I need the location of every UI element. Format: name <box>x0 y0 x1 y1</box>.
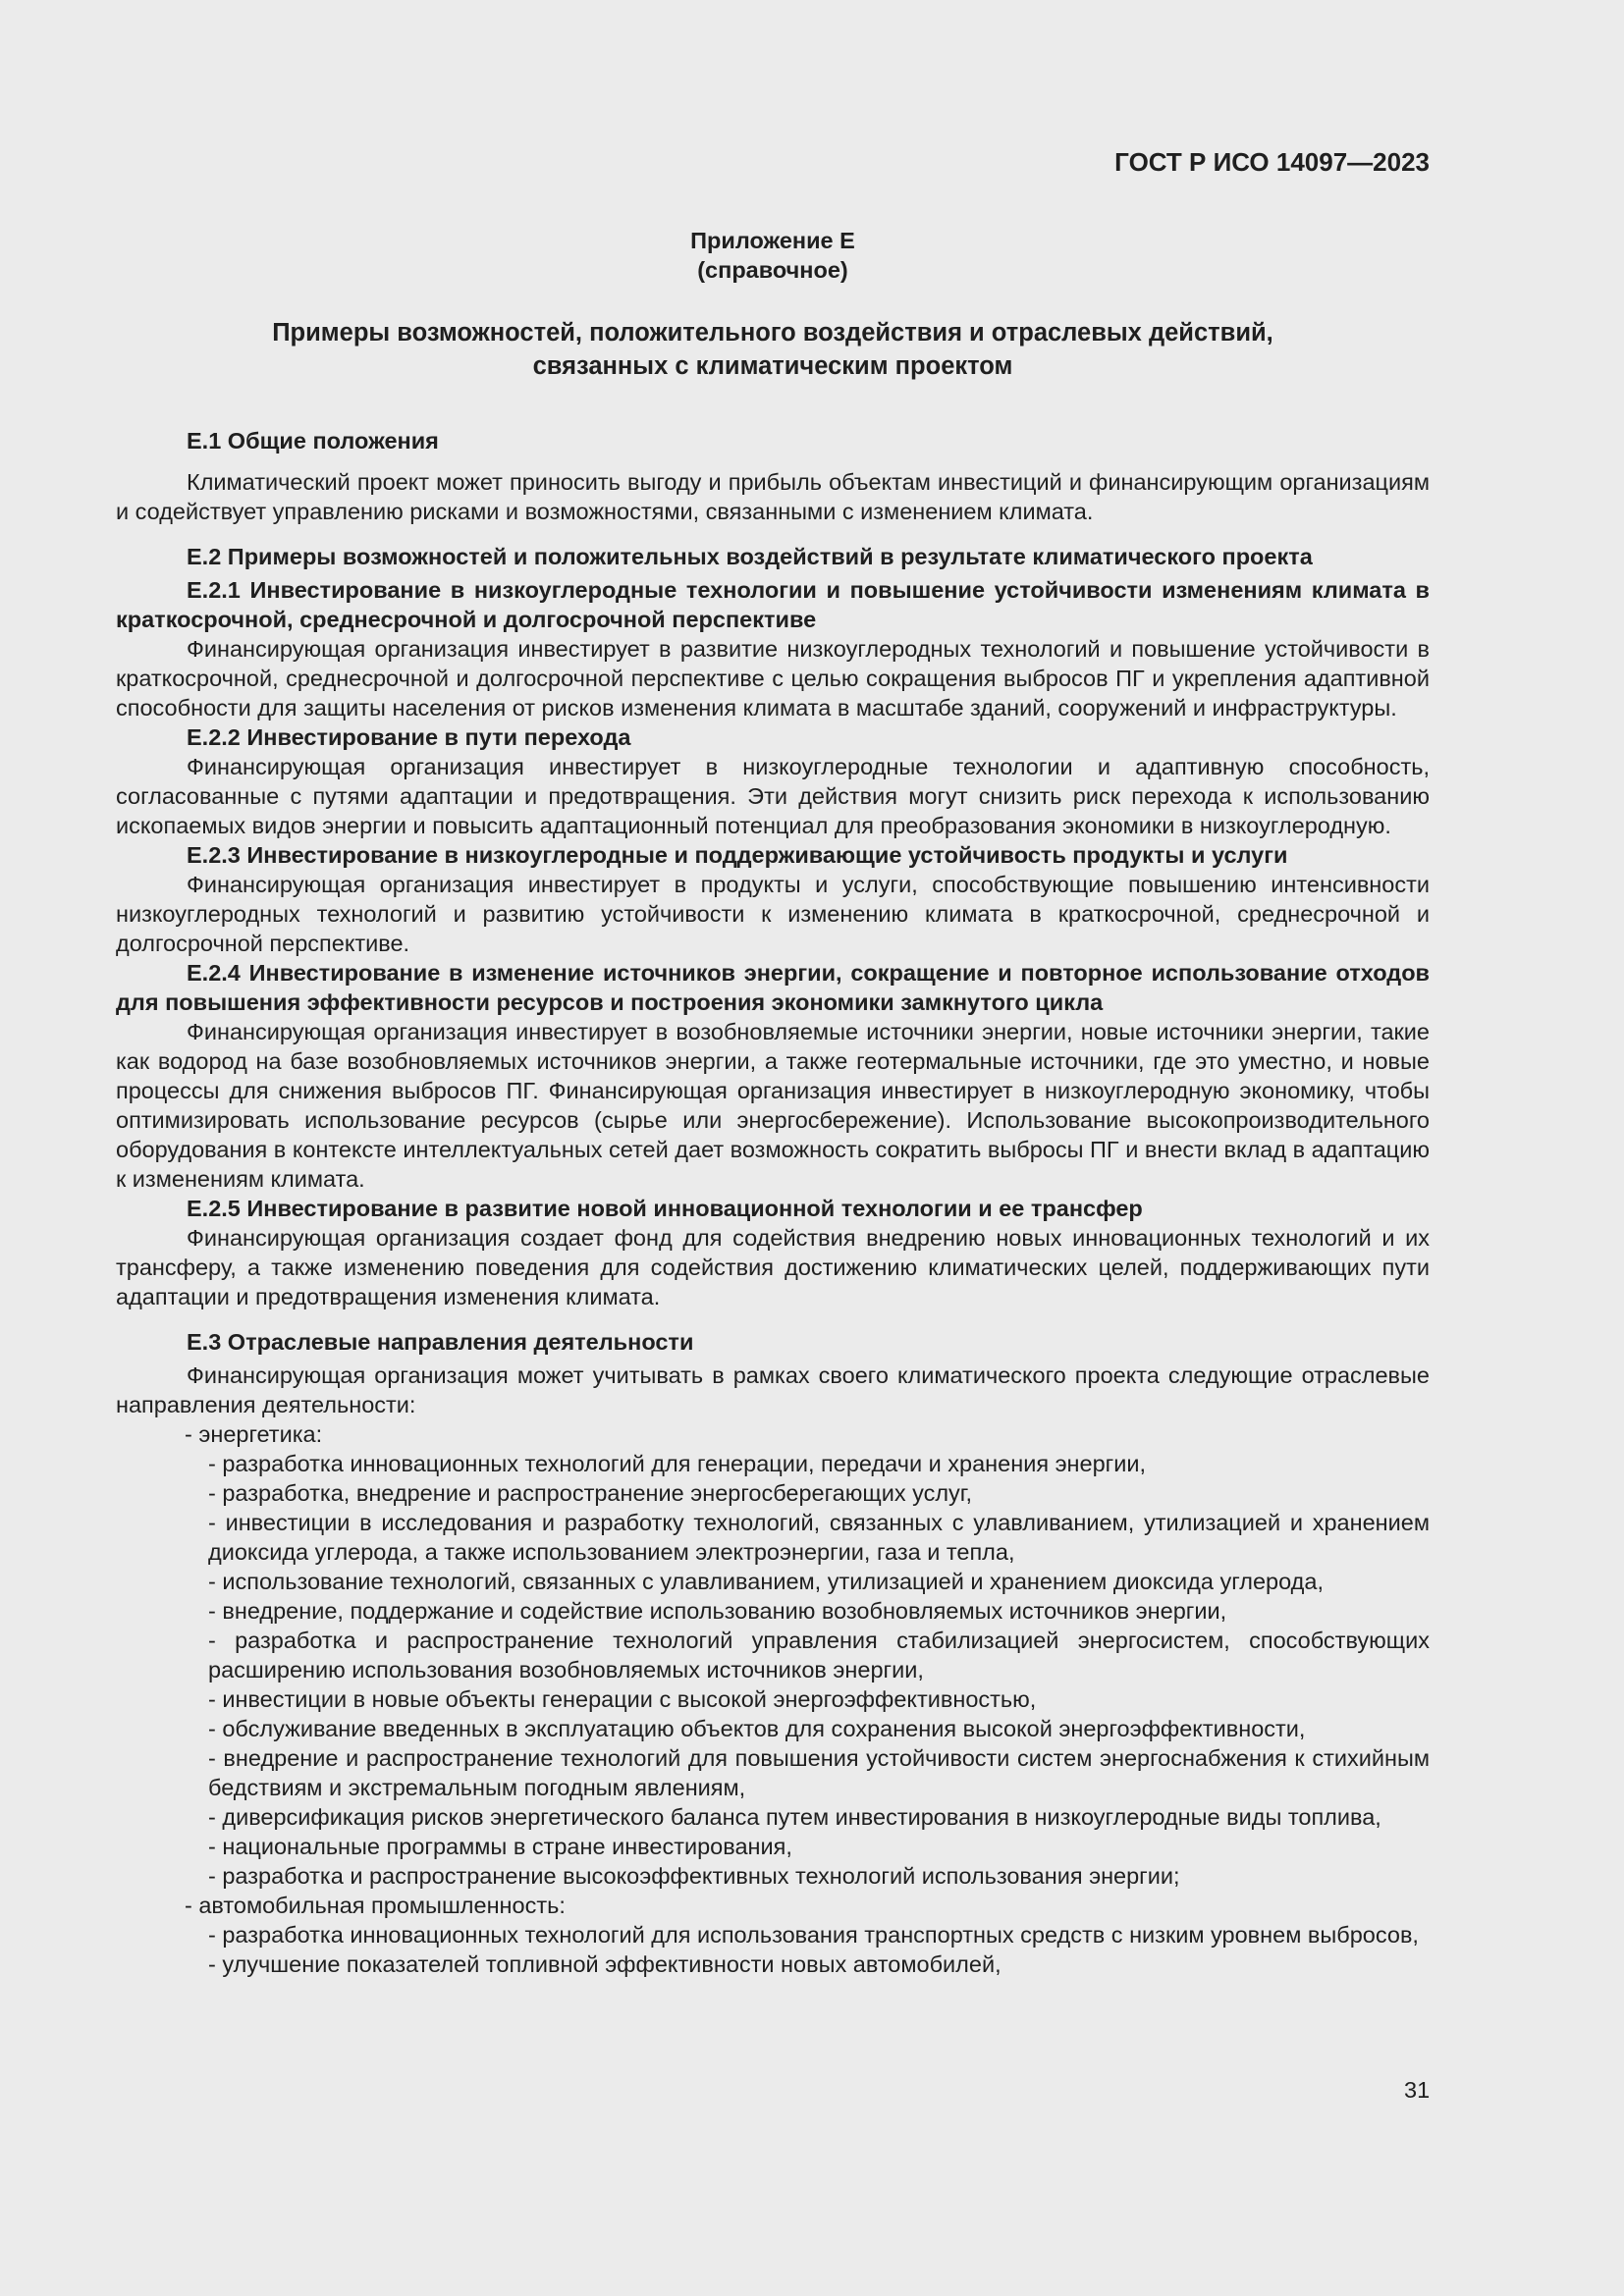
annex-title <box>116 316 1430 383</box>
list-item: - диверсификация рисков энергетического баланса путем инвестирования в низкоуглеродные виды топлива, <box>208 1804 1381 1830</box>
section-e24-heading: Е.2.4 Инвестирование в изменение источников энергии, сокращение и повторное использование отходов для повышения эффективности ресурсов и построения экономики замкнутого цикла <box>116 960 1430 1015</box>
list-item: - использование технологий, связанных с улавливанием, утилизацией и хранением диоксида углерода, <box>208 1569 1324 1594</box>
section-e24-text: Финансирующая организация инвестирует в возобновляемые источники энергии, новые источники энергии, такие как водород на базе возобновляемых источников энергии, а также геотермальные источники, где это уместно, и новые процессы для снижения выбросов ПГ. Финансирующая организация инвестирует в низкоуглеродную экономику, чтобы оптимизировать использование ресурсов (сырье или энергосбережение). Использование высокопроизводительного оборудования в контексте интеллектуальных сетей дает возможность сократить выбросы ПГ и внести вклад в адаптацию к изменениям климата. <box>116 1019 1430 1192</box>
list-item: - разработка и распространение высокоэффективных технологий использования энергии; <box>208 1863 1180 1889</box>
list-energy-label: - энергетика: <box>185 1421 323 1447</box>
section-e25-heading: Е.2.5 Инвестирование в развитие новой инновационной технологии и ее трансфер <box>187 1196 1143 1221</box>
section-e3-intro: Финансирующая организация может учитывать в рамках своего климатического проекта следующие отраслевые направления деятельности: <box>116 1362 1430 1417</box>
page-number: 31 <box>1404 2077 1431 2103</box>
section-e22-heading: Е.2.2 Инвестирование в пути перехода <box>187 724 631 750</box>
list-item: - инвестиции в новые объекты генерации с высокой энергоэффективностью, <box>208 1686 1037 1712</box>
section-e23-heading: Е.2.3 Инвестирование в низкоуглеродные и поддерживающие устойчивость продукты и услуги <box>187 842 1288 868</box>
annex-title-line-2: связанных с климатическим проектом <box>532 352 1013 380</box>
list-item: - разработка и распространение технологий управления стабилизацией энергосистем, способствующих расширению использования возобновляемых источников энергии, <box>208 1628 1430 1682</box>
section-e3-heading: Е.3 Отраслевые направления деятельности <box>187 1329 694 1355</box>
section-e23-text: Финансирующая организация инвестирует в продукты и услуги, способствующие повышению интенсивности низкоуглеродных технологий и развитию устойчивости к изменению климата в краткосрочной, среднесрочной и долгосрочной перспективе. <box>116 872 1430 956</box>
annex-type: (справочное) <box>697 257 848 283</box>
section-e22-text: Финансирующая организация инвестирует в низкоуглеродные технологии и адаптивную способность, согласованные с путями адаптации и предотвращения. Эти действия могут снизить риск перехода к использованию ископаемых видов энергии и повысить адаптационный потенциал для преобразования экономики в низкоуглеродную. <box>116 754 1430 838</box>
list-item: - национальные программы в стране инвестирования, <box>208 1834 792 1859</box>
section-e1-heading: Е.1 Общие положения <box>187 428 439 454</box>
list-auto-label: - автомобильная промышленность: <box>185 1893 566 1918</box>
document-body <box>116 426 1430 1979</box>
annex-heading <box>116 226 1430 285</box>
section-e21-heading: Е.2.1 Инвестирование в низкоуглеродные технологии и повышение устойчивости изменениям климата в краткосрочной, среднесрочной и долгосрочной перспективе <box>116 577 1430 632</box>
list-item: - разработка инновационных технологий для генерации, передачи и хранения энергии, <box>208 1451 1147 1476</box>
list-item: - разработка инновационных технологий для использования транспортных средств с низким уровнем выбросов, <box>208 1922 1419 1948</box>
document-code: ГОСТ Р ИСО 14097—2023 <box>1114 147 1430 177</box>
list-item: - разработка, внедрение и распространение энергосберегающих услуг, <box>208 1480 973 1506</box>
list-item: - внедрение, поддержание и содействие использованию возобновляемых источников энергии, <box>208 1598 1227 1624</box>
list-item: - обслуживание введенных в эксплуатацию объектов для сохранения высокой энергоэффективности, <box>208 1716 1306 1741</box>
annex-title-line-1: Примеры возможностей, положительного воздействия и отраслевых действий, <box>272 319 1273 347</box>
section-e2-heading: Е.2 Примеры возможностей и положительных воздействий в результате климатического проекта <box>187 544 1313 569</box>
annex-label: Приложение Е <box>690 228 855 253</box>
list-item: - инвестиции в исследования и разработку технологий, связанных с улавливанием, утилизацией и хранением диоксида углерода, а также использованием электроэнергии, газа и тепла, <box>208 1510 1430 1565</box>
section-e21-text: Финансирующая организация инвестирует в развитие низкоуглеродных технологий и повышение устойчивости в краткосрочной, среднесрочной и долгосрочной перспективе с целью сокращения выбросов ПГ и укрепления адаптивной способности для защиты населения от рисков изменения климата в масштабе зданий, сооружений и инфраструктуры. <box>116 636 1430 721</box>
list-item: - внедрение и распространение технологий для повышения устойчивости систем энергоснабжения к стихийным бедствиям и экстремальным погодным явлениям, <box>208 1745 1430 1800</box>
list-item: - улучшение показателей топливной эффективности новых автомобилей, <box>208 1951 1001 1977</box>
section-e25-text: Финансирующая организация создает фонд для содействия внедрению новых инновационных технологий и их трансферу, а также изменению поведения для содействия достижению климатических целей, поддерживающих пути адаптации и предотвращения изменения климата. <box>116 1225 1430 1309</box>
section-e1-text: Климатический проект может приносить выгоду и прибыль объектам инвестиций и финансирующим организациям и содействует управлению рисками и возможностями, связанными с изменением климата. <box>116 469 1430 524</box>
